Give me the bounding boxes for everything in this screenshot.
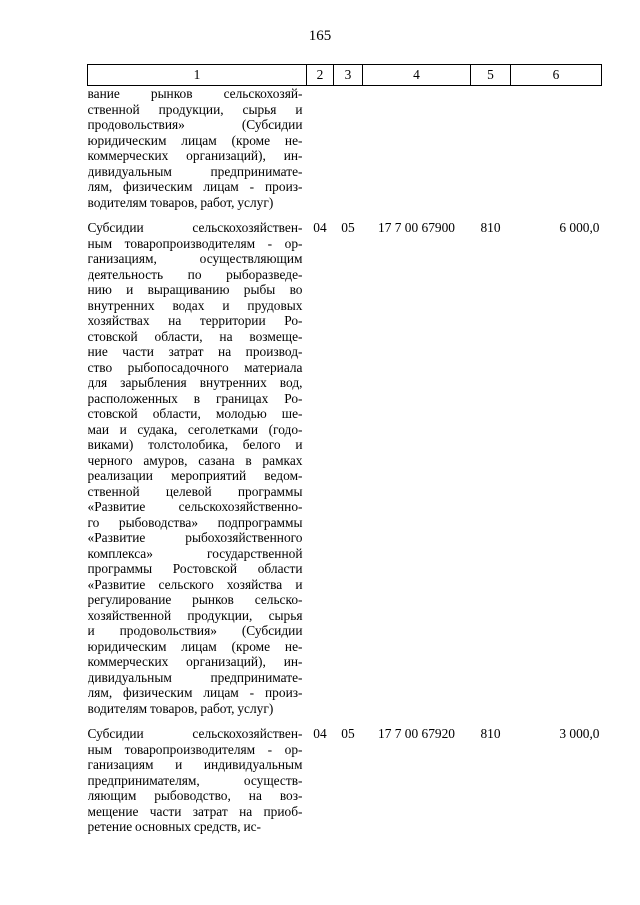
row-expense-type: 810 bbox=[480, 220, 501, 235]
description-line: виками) толстолобика, белого и bbox=[87, 437, 303, 452]
column-header-5: 5 bbox=[471, 65, 511, 86]
description-line: и продовольствия» (Субсидии bbox=[87, 623, 303, 638]
description-line: маи и судака, сеголетками (годо- bbox=[87, 421, 303, 437]
description-line: Субсидии сельскохозяйствен- bbox=[87, 220, 303, 235]
description-line: лям, физическим лицам - произ- bbox=[87, 685, 303, 700]
description-line: коммерческих организаций), ин- bbox=[87, 654, 303, 669]
description-line: хозяйственной продукции, сырья bbox=[87, 607, 303, 623]
row-subsection-code: 05 bbox=[341, 726, 355, 741]
description-line: лям, физическим лицам - произ- bbox=[87, 179, 303, 194]
row-section-code: 04 bbox=[313, 726, 327, 741]
row-section-code bbox=[307, 86, 334, 211]
description-line: «Развитие рыбохозяйственного bbox=[87, 530, 303, 545]
description-line: черного амуров, сазана в рамках bbox=[87, 452, 303, 468]
row-description bbox=[88, 220, 307, 716]
description-line: «Развитие сельскохозяйственно- bbox=[87, 499, 303, 514]
table-header-row bbox=[88, 65, 602, 86]
table-row bbox=[88, 220, 602, 716]
row-target-article: 17 7 00 67900 bbox=[378, 220, 455, 235]
row-amount: 6 000,0 bbox=[559, 220, 600, 235]
row-expense-type: 810 bbox=[480, 726, 501, 741]
description-line: программы Ростовской области bbox=[87, 561, 303, 576]
page-number: 165 bbox=[308, 28, 332, 44]
description-line: Субсидии сельскохозяйствен- bbox=[87, 726, 303, 741]
description-line: го рыбоводства» подпрограммы bbox=[87, 514, 303, 530]
table-body bbox=[88, 86, 602, 835]
description-line: реализации мероприятий ведом- bbox=[87, 468, 303, 483]
description-line: расположенных в границах Ро- bbox=[87, 390, 303, 406]
row-subsection-code: 05 bbox=[341, 220, 355, 235]
row-amount: 3 000,0 bbox=[559, 726, 600, 741]
description-line: дивидуальным предпринимате- bbox=[87, 163, 303, 179]
description-line: деятельность по рыборазведе- bbox=[87, 266, 303, 282]
description-line: продовольствия» (Субсидии bbox=[87, 117, 303, 132]
description-line: ляющим рыбоводство, на воз- bbox=[87, 788, 303, 803]
description-line: хозяйствах на территории Ро- bbox=[87, 313, 303, 328]
description-line: юридическим лицам (кроме не- bbox=[87, 638, 303, 654]
description-line: вание рынков сельскохозяй- bbox=[87, 86, 303, 101]
row-spacer bbox=[88, 210, 602, 220]
column-header-3: 3 bbox=[334, 65, 363, 86]
description-line: водителям товаров, работ, услуг) bbox=[87, 700, 274, 716]
row-target-article bbox=[363, 86, 471, 211]
description-line: регулирование рынков сельско- bbox=[87, 592, 303, 607]
description-line: внутренних водах и прудовых bbox=[87, 297, 303, 313]
row-section-code: 04 bbox=[313, 220, 327, 235]
description-line: для зарыбления внутренних вод, bbox=[87, 375, 303, 390]
description-line: дивидуальным предпринимате- bbox=[87, 669, 303, 685]
description-line: предпринимателям, осуществ- bbox=[87, 772, 303, 788]
description-line: ственной целевой программы bbox=[87, 483, 303, 499]
row-description bbox=[88, 726, 307, 835]
column-header-2: 2 bbox=[307, 65, 334, 86]
description-line: стовской области, на возмеще- bbox=[87, 328, 303, 344]
description-line: юридическим лицам (кроме не- bbox=[87, 132, 303, 148]
description-line: ние части затрат на производ- bbox=[87, 344, 303, 359]
row-target-article: 17 7 00 67920 bbox=[378, 726, 455, 741]
table-row bbox=[88, 86, 602, 211]
description-line: нию и выращиванию рыбы во bbox=[87, 282, 303, 297]
row-spacer bbox=[88, 716, 602, 726]
description-line: мещение части затрат на приоб- bbox=[87, 803, 303, 819]
description-line: ганизациям и индивидуальным bbox=[87, 757, 303, 772]
description-line: ганизациям, осуществляющим bbox=[87, 251, 303, 266]
row-expense-type bbox=[471, 86, 511, 211]
column-header-4: 4 bbox=[363, 65, 471, 86]
description-line: коммерческих организаций), ин- bbox=[87, 148, 303, 163]
description-line: водителям товаров, работ, услуг) bbox=[87, 194, 274, 210]
row-subsection-code bbox=[334, 86, 363, 211]
budget-table bbox=[87, 64, 602, 835]
description-line: ство рыбопосадочного материала bbox=[87, 359, 303, 375]
table-row bbox=[88, 726, 602, 835]
description-line: ным товаропроизводителям - ор- bbox=[87, 235, 303, 251]
row-description bbox=[88, 86, 307, 211]
description-line: ственной продукции, сырья и bbox=[87, 101, 303, 117]
description-line: ным товаропроизводителям - ор- bbox=[87, 741, 303, 757]
column-header-1: 1 bbox=[88, 65, 307, 86]
column-header-6: 6 bbox=[511, 65, 602, 86]
row-amount bbox=[511, 86, 602, 211]
description-line: ретение основных средств, ис- bbox=[87, 819, 262, 834]
description-line: «Развитие сельского хозяйства и bbox=[87, 576, 303, 592]
description-line: стовской области, молодью ше- bbox=[87, 406, 303, 421]
description-line: комплекса» государственной bbox=[87, 545, 303, 561]
